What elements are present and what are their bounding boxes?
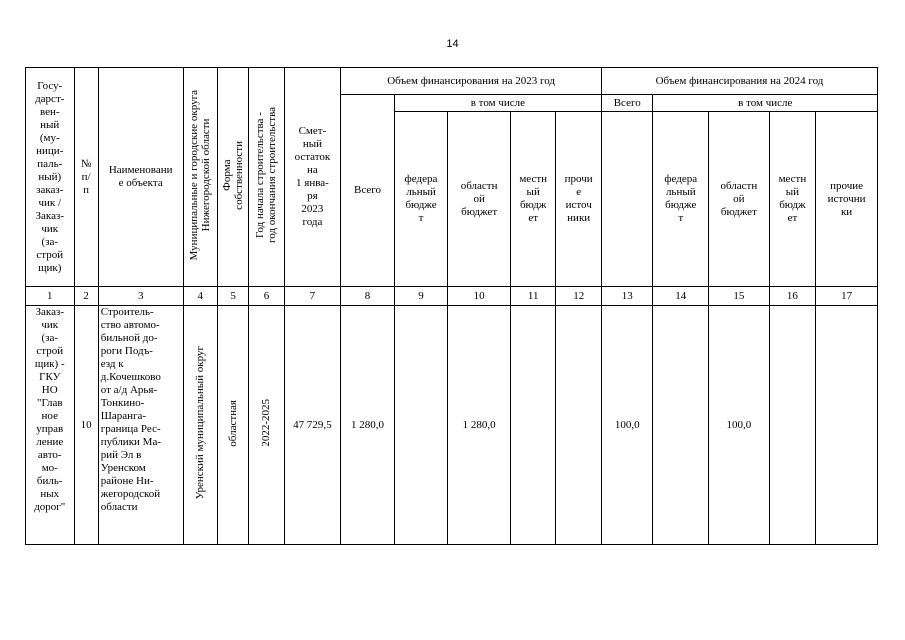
row-ownership: областная (227, 399, 240, 447)
row-federal-2024 (653, 306, 709, 545)
row-regional-2024: 100,0 (709, 306, 770, 545)
column-number: 3 (98, 287, 183, 306)
row-local-2023 (510, 306, 555, 545)
row-local-2024 (769, 306, 815, 545)
header-years: Год начала строительства - год окончания строительства (254, 107, 279, 243)
row-years-cell (249, 306, 284, 545)
header-row-1 (26, 68, 878, 95)
header-including-2024: в том числе (653, 95, 878, 112)
header-including-2023: в том числе (394, 95, 601, 112)
column-number: 9 (394, 287, 448, 306)
column-number: 14 (653, 287, 709, 306)
column-number: 16 (769, 287, 815, 306)
row-total-2023: 1 280,0 (341, 306, 395, 545)
column-number: 13 (601, 287, 653, 306)
row-municipality-cell (183, 306, 217, 545)
row-regional-2023: 1 280,0 (448, 306, 511, 545)
header-local-2024: местн ый бюдж ет (769, 112, 815, 287)
column-number: 10 (448, 287, 511, 306)
header-number: № п/ п (74, 68, 98, 287)
header-customer: Госу- дарст- вен- ный (му- ници- паль- ный) заказ- чик / Заказ- чик (за- строй щик) (26, 68, 75, 287)
header-funding-2024: Объем финансирования на 2024 год (601, 68, 877, 95)
header-municipality: Муниципальные и городские округа Нижегородской области (188, 89, 213, 261)
header-other-2023: прочи е источ ники (556, 112, 602, 287)
header-ownership: Форма собственности (221, 140, 246, 210)
header-regional-2024: областн ой бюджет (709, 112, 770, 287)
header-federal-2024: федера льный бюдже т (653, 112, 709, 287)
row-years: 2022-2025 (260, 399, 273, 447)
header-total-2024-empty (601, 112, 653, 287)
column-number: 7 (284, 287, 341, 306)
row-federal-2023 (394, 306, 448, 545)
row-ownership-cell (217, 306, 248, 545)
column-number: 6 (249, 287, 284, 306)
table-row (26, 306, 878, 545)
header-total-2024: Всего (601, 95, 653, 112)
header-other-2024: прочие источни ки (816, 112, 878, 287)
header-local-2023: местн ый бюдж ет (510, 112, 555, 287)
column-number: 1 (26, 287, 75, 306)
column-number-row (26, 287, 878, 306)
row-number: 10 (74, 306, 98, 545)
row-total-2024: 100,0 (601, 306, 653, 545)
header-balance: Смет- ный остаток на 1 янва- ря 2023 года (284, 68, 341, 287)
header-regional-2023: областн ой бюджет (448, 112, 511, 287)
column-number: 8 (341, 287, 395, 306)
row-object-name: Строитель- ство автомо- бильной до- роги Подъ- езд к д.Кочешково от а/д Арья- Тонкино- Шаранга- граница Рес- публики Ма- рий Эл в Уренском районе Ни- жегородской области (98, 306, 183, 545)
financing-table (25, 67, 878, 545)
column-number: 15 (709, 287, 770, 306)
page-number: 14 (446, 38, 459, 50)
row-customer: Заказ- чик (за- строй щик) - ГКУ НО "Глав ное управ ление авто- мо- биль- ных дорог" (26, 306, 75, 545)
header-years-cell (249, 68, 284, 287)
column-number: 12 (556, 287, 602, 306)
header-federal-2023: федера льный бюдже т (394, 112, 448, 287)
column-number: 17 (816, 287, 878, 306)
header-ownership-cell (217, 68, 248, 287)
header-object-name: Наименовани е объекта (98, 68, 183, 287)
row-municipality: Уренский муниципальный округ (194, 346, 207, 500)
row-other-2024 (816, 306, 878, 545)
header-funding-2023: Объем финансирования на 2023 год (341, 68, 602, 95)
header-municipality-cell (183, 68, 217, 287)
column-number: 11 (510, 287, 555, 306)
header-total-2023: Всего (341, 95, 395, 287)
row-balance: 47 729,5 (284, 306, 341, 545)
row-other-2023 (556, 306, 602, 545)
column-number: 2 (74, 287, 98, 306)
column-number: 5 (217, 287, 248, 306)
column-number: 4 (183, 287, 217, 306)
